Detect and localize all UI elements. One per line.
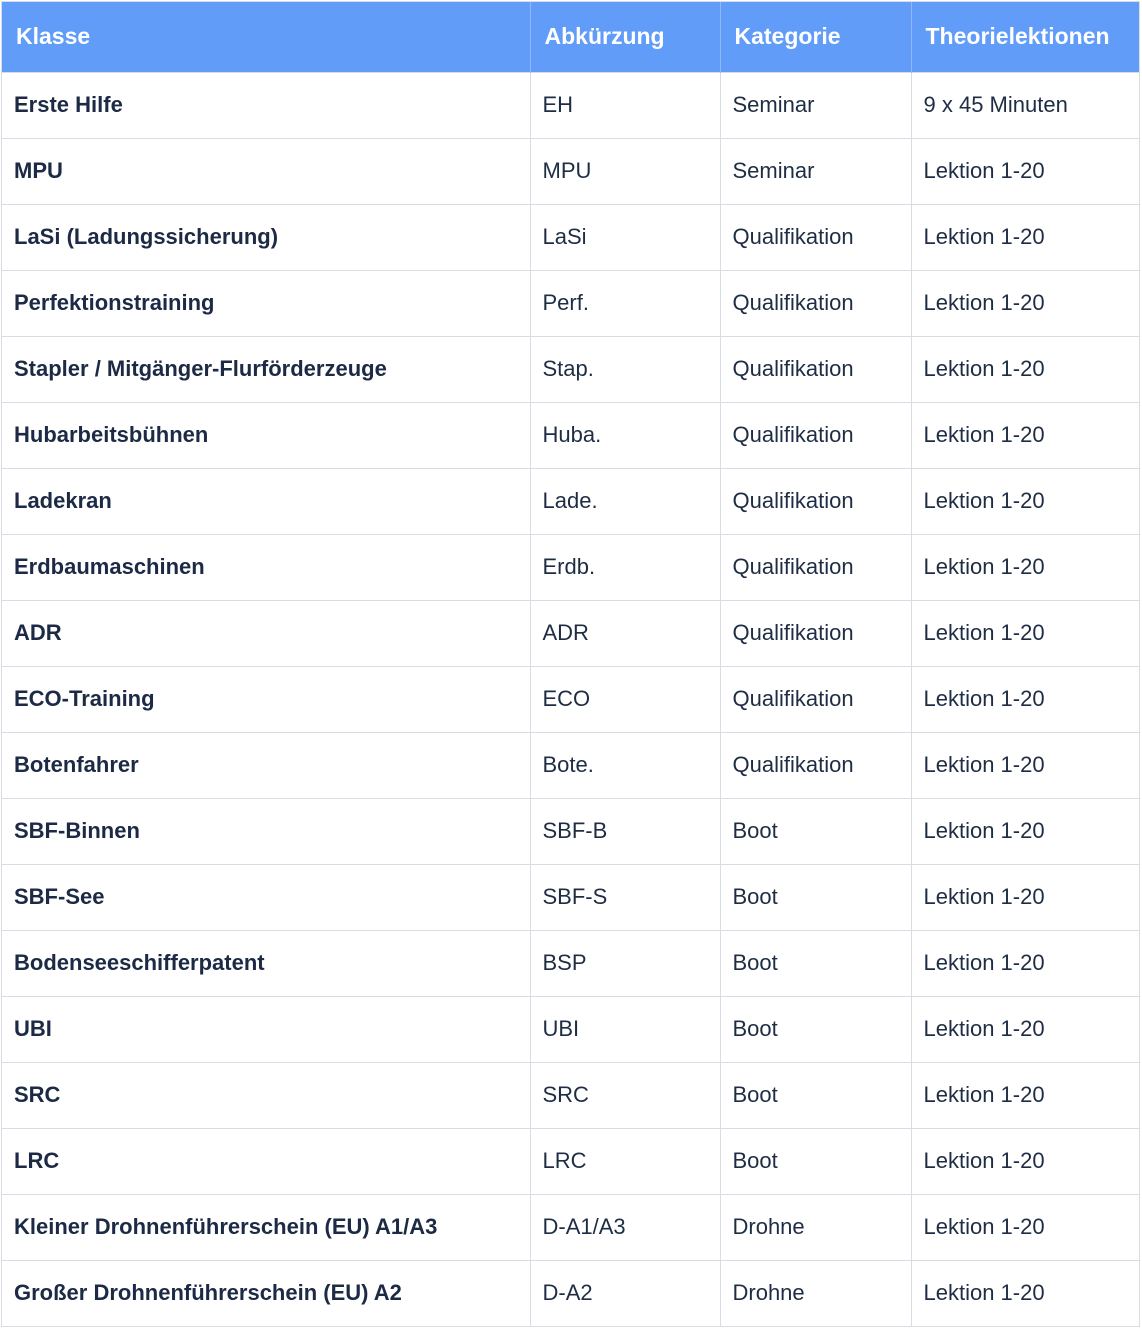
cell-klasse: Großer Drohnenführerschein (EU) A2: [2, 1260, 530, 1326]
column-header-kategorie: Kategorie: [720, 2, 911, 72]
cell-kategorie: Qualifikation: [720, 732, 911, 798]
cell-abkuerzung: ECO: [530, 666, 720, 732]
table-row: [2, 534, 1139, 600]
cell-theorielektionen: 9 x 45 Minuten: [911, 72, 1139, 138]
cell-kategorie: Drohne: [720, 1260, 911, 1326]
cell-abkuerzung: LaSi: [530, 204, 720, 270]
cell-klasse: Bodenseeschifferpatent: [2, 930, 530, 996]
cell-klasse: Perfektionstraining: [2, 270, 530, 336]
cell-theorielektionen: Lektion 1-20: [911, 1062, 1139, 1128]
table-row: [2, 732, 1139, 798]
cell-theorielektionen: Lektion 1-20: [911, 864, 1139, 930]
table-row: [2, 996, 1139, 1062]
table-row: [2, 864, 1139, 930]
table-row: [2, 666, 1139, 732]
cell-kategorie: Boot: [720, 1128, 911, 1194]
cell-klasse: Ladekran: [2, 468, 530, 534]
cell-abkuerzung: EH: [530, 72, 720, 138]
cell-abkuerzung: Stap.: [530, 336, 720, 402]
cell-theorielektionen: Lektion 1-20: [911, 270, 1139, 336]
cell-abkuerzung: D-A1/A3: [530, 1194, 720, 1260]
cell-theorielektionen: Lektion 1-20: [911, 798, 1139, 864]
table-row: [2, 600, 1139, 666]
cell-kategorie: Qualifikation: [720, 600, 911, 666]
cell-theorielektionen: Lektion 1-20: [911, 1194, 1139, 1260]
cell-kategorie: Boot: [720, 996, 911, 1062]
cell-abkuerzung: Perf.: [530, 270, 720, 336]
cell-abkuerzung: Bote.: [530, 732, 720, 798]
cell-abkuerzung: SBF-B: [530, 798, 720, 864]
cell-theorielektionen: Lektion 1-20: [911, 138, 1139, 204]
cell-kategorie: Seminar: [720, 72, 911, 138]
cell-kategorie: Qualifikation: [720, 270, 911, 336]
cell-abkuerzung: UBI: [530, 996, 720, 1062]
table-row: [2, 798, 1139, 864]
cell-abkuerzung: Erdb.: [530, 534, 720, 600]
cell-theorielektionen: Lektion 1-20: [911, 534, 1139, 600]
column-header-klasse: Klasse: [2, 2, 530, 72]
cell-klasse: SRC: [2, 1062, 530, 1128]
table-row: [2, 336, 1139, 402]
table-row: [2, 468, 1139, 534]
cell-klasse: UBI: [2, 996, 530, 1062]
cell-klasse: Erste Hilfe: [2, 72, 530, 138]
cell-abkuerzung: BSP: [530, 930, 720, 996]
cell-klasse: SBF-Binnen: [2, 798, 530, 864]
cell-klasse: Botenfahrer: [2, 732, 530, 798]
cell-theorielektionen: Lektion 1-20: [911, 732, 1139, 798]
cell-kategorie: Qualifikation: [720, 468, 911, 534]
table-row: [2, 138, 1139, 204]
table-header-row: [2, 2, 1139, 72]
cell-kategorie: Boot: [720, 1062, 911, 1128]
cell-kategorie: Qualifikation: [720, 666, 911, 732]
table-row: [2, 72, 1139, 138]
cell-kategorie: Boot: [720, 864, 911, 930]
table-body: [2, 72, 1139, 1326]
cell-klasse: LRC: [2, 1128, 530, 1194]
cell-klasse: ADR: [2, 600, 530, 666]
cell-theorielektionen: Lektion 1-20: [911, 336, 1139, 402]
cell-kategorie: Qualifikation: [720, 534, 911, 600]
cell-klasse: Erdbaumaschinen: [2, 534, 530, 600]
table-row: [2, 270, 1139, 336]
cell-theorielektionen: Lektion 1-20: [911, 930, 1139, 996]
cell-klasse: Hubarbeitsbühnen: [2, 402, 530, 468]
cell-kategorie: Seminar: [720, 138, 911, 204]
cell-klasse: Kleiner Drohnenführerschein (EU) A1/A3: [2, 1194, 530, 1260]
cell-kategorie: Boot: [720, 930, 911, 996]
cell-kategorie: Qualifikation: [720, 204, 911, 270]
table-row: [2, 1194, 1139, 1260]
table-row: [2, 1128, 1139, 1194]
cell-kategorie: Boot: [720, 798, 911, 864]
cell-klasse: MPU: [2, 138, 530, 204]
cell-theorielektionen: Lektion 1-20: [911, 468, 1139, 534]
cell-kategorie: Qualifikation: [720, 402, 911, 468]
cell-klasse: SBF-See: [2, 864, 530, 930]
cell-abkuerzung: Lade.: [530, 468, 720, 534]
cell-kategorie: Qualifikation: [720, 336, 911, 402]
table-row: [2, 402, 1139, 468]
cell-abkuerzung: LRC: [530, 1128, 720, 1194]
table-header: [2, 2, 1139, 72]
cell-theorielektionen: Lektion 1-20: [911, 204, 1139, 270]
cell-kategorie: Drohne: [720, 1194, 911, 1260]
cell-abkuerzung: SRC: [530, 1062, 720, 1128]
table-row: [2, 1062, 1139, 1128]
cell-abkuerzung: MPU: [530, 138, 720, 204]
cell-abkuerzung: Huba.: [530, 402, 720, 468]
cell-abkuerzung: D-A2: [530, 1260, 720, 1326]
cell-theorielektionen: Lektion 1-20: [911, 996, 1139, 1062]
cell-theorielektionen: Lektion 1-20: [911, 402, 1139, 468]
cell-klasse: Stapler / Mitgänger-Flurförderzeuge: [2, 336, 530, 402]
cell-klasse: ECO-Training: [2, 666, 530, 732]
cell-abkuerzung: ADR: [530, 600, 720, 666]
license-classes-table: [2, 2, 1139, 1326]
cell-theorielektionen: Lektion 1-20: [911, 1260, 1139, 1326]
cell-klasse: LaSi (Ladungssicherung): [2, 204, 530, 270]
column-header-abkuerzung: Abkürzung: [530, 2, 720, 72]
cell-theorielektionen: Lektion 1-20: [911, 600, 1139, 666]
license-classes-table-container: [1, 1, 1140, 1327]
table-row: [2, 1260, 1139, 1326]
cell-theorielektionen: Lektion 1-20: [911, 1128, 1139, 1194]
column-header-theorielektionen: Theorielektionen: [925, 23, 1110, 50]
table-row: [2, 930, 1139, 996]
table-row: [2, 204, 1139, 270]
cell-abkuerzung: SBF-S: [530, 864, 720, 930]
cell-theorielektionen: Lektion 1-20: [911, 666, 1139, 732]
